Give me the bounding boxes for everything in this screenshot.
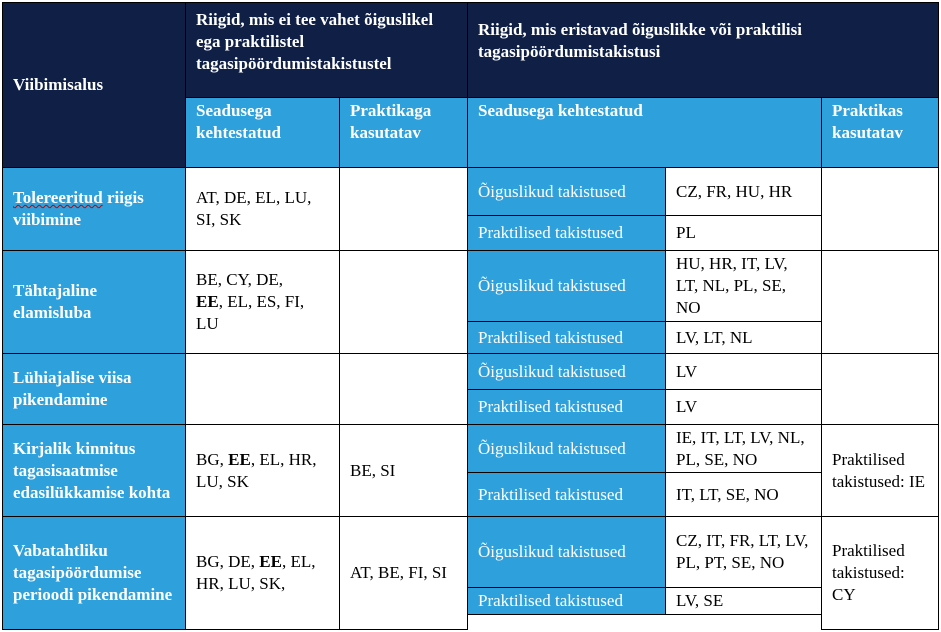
header-viibimisalus-text: Viibimisalus (13, 75, 104, 94)
cell-practical-countries (665, 321, 822, 354)
cell-practice2 (821, 250, 939, 354)
row-label (2, 250, 186, 354)
law-text-part: , EL, HR, LU, SK (196, 449, 317, 491)
cell-practice-countries (339, 250, 468, 354)
cell-legal-label-text: Õiguslikud takistused (478, 361, 626, 381)
cell-legal-countries-text: HU, HR, IT, LV, LT, NL, PL, SE, NO (676, 254, 788, 317)
cell-legal-countries (665, 167, 822, 216)
cell-practical-label-text: Praktilised takistused (478, 397, 623, 416)
cell-practice2 (821, 353, 939, 425)
row-label-part: Tolereeritud (13, 188, 103, 207)
row-label-text (13, 187, 175, 231)
header-viibimisalus (2, 2, 186, 168)
cell-legal-label-text: Õiguslikud takistused (478, 276, 626, 295)
header-group-no-distinction (185, 2, 468, 98)
header-practice-2-text: Praktikas kasutatav (832, 101, 903, 142)
cell-law-countries (185, 250, 340, 354)
cell-practice-countries (339, 353, 468, 425)
cell-legal-countries (665, 353, 822, 390)
row-label-text: Lühiajalise viisa pikendamine (13, 368, 132, 409)
cell-practical-label (467, 472, 666, 517)
cell-practical-label (467, 321, 666, 354)
cell-practice2 (821, 516, 939, 630)
cell-practice2 (821, 424, 939, 517)
cell-practical-countries (665, 472, 822, 517)
cell-legal-countries-text: CZ, IT, FR, LT, LV, PL, PT, SE, NO (676, 531, 809, 572)
cell-law-countries-text (196, 269, 329, 335)
cell-legal-countries-text: LV (676, 361, 698, 381)
row-label (2, 353, 186, 425)
header-law-2 (467, 97, 822, 168)
law-text-part: BG, DE, (196, 552, 260, 571)
row-label-text: Kirjalik kinnitus tagasisaatmise edasilükkamise kohta (13, 438, 171, 502)
cell-practical-countries-text: LV, SE (676, 591, 724, 610)
law-text-bold: EE (259, 552, 282, 571)
header-practice-2 (821, 97, 939, 168)
row-label-part: riigis viibimine (13, 188, 144, 229)
cell-practical-label-text: Praktilised takistused (478, 223, 623, 242)
law-text-part: BE, CY, DE, (196, 270, 284, 289)
cell-practice-countries (339, 167, 468, 251)
cell-practice2-text: Praktilised takistused: CY (832, 541, 905, 604)
cell-practical-countries-text: PL (676, 223, 696, 242)
cell-legal-label (467, 516, 666, 588)
law-text-bold: EE (196, 292, 219, 311)
cell-legal-countries (665, 424, 822, 473)
cell-law-countries (185, 167, 340, 251)
row-label (2, 516, 186, 630)
header-law-1-text: Seadusega kehtestatud (196, 101, 282, 142)
cell-legal-label (467, 250, 666, 322)
cell-law-countries (185, 353, 340, 425)
law-text-part: , EL, HR, LU, SK, (196, 552, 316, 593)
cell-practical-label-text: Praktilised takistused (478, 327, 623, 347)
cell-practical-countries-text: IT, LT, SE, NO (676, 484, 779, 504)
cell-practice2 (821, 167, 939, 251)
cell-practical-label (467, 587, 666, 615)
cell-law-countries-text (196, 551, 329, 595)
law-text-part: , EL, ES, FI, LU (196, 292, 305, 333)
header-group-distinction-text: Riigid, mis eristavad õiguslikke või praktilisi tagasipöördumistakistusi (478, 20, 802, 61)
cell-law-countries-text (196, 449, 329, 493)
cell-legal-label-text: Õiguslikud takistused (478, 542, 626, 561)
cell-practical-label-text: Praktilised takistused (478, 484, 623, 504)
cell-practical-countries (665, 215, 822, 251)
cell-practical-countries (665, 389, 822, 425)
law-text-bold: EE (228, 449, 251, 469)
cell-practical-label (467, 215, 666, 251)
cell-practice-countries (339, 516, 468, 630)
cell-legal-countries-text: IE, IT, LT, LV, NL, PL, SE, NO (676, 427, 805, 469)
cell-practice-countries (339, 424, 468, 517)
row-label (2, 167, 186, 251)
cell-legal-countries (665, 516, 822, 588)
law-text-part: BG, (196, 449, 229, 469)
header-law-2-text: Seadusega kehtestatud (478, 101, 643, 120)
cell-practice-countries-text: BE, SI (350, 460, 396, 480)
header-practice-1 (339, 97, 468, 168)
header-law-1 (185, 97, 340, 168)
cell-practical-label-text: Praktilised takistused (478, 591, 623, 610)
row-label-text: Vabatahtliku tagasipöördumise perioodi pikendamine (13, 541, 173, 604)
cell-practice2-text: Praktilised takistused: IE (832, 449, 926, 491)
cell-legal-label-text: Õiguslikud takistused (478, 438, 626, 458)
cell-law-countries-text: AT, DE, EL, LU, SI, SK (196, 188, 312, 229)
cell-practical-countries (665, 587, 822, 615)
cell-law-countries (185, 424, 340, 517)
cell-legal-label (467, 353, 666, 390)
cell-legal-countries-text: CZ, FR, HU, HR (676, 181, 793, 201)
header-practice-1-text: Praktikaga kasutatav (350, 101, 432, 142)
cell-practical-countries-text: LV (676, 397, 698, 416)
row-label-text: Tähtajaline elamisluba (13, 281, 98, 322)
cell-legal-label-text: Õiguslikud takistused (478, 181, 626, 201)
cell-practical-countries-text: LV, LT, NL (676, 327, 753, 347)
cell-legal-countries (665, 250, 822, 322)
cell-practice-countries-text: AT, BE, FI, SI (350, 563, 447, 582)
header-group-no-distinction-text: Riigid, mis ei tee vahet õiguslikel ega praktilistel tagasipöördumistakistustel (196, 10, 434, 73)
row-label (2, 424, 186, 517)
header-group-distinction (467, 2, 939, 98)
cell-practical-label (467, 389, 666, 425)
cell-legal-label (467, 167, 666, 216)
cell-law-countries (185, 516, 340, 630)
cell-legal-label (467, 424, 666, 473)
